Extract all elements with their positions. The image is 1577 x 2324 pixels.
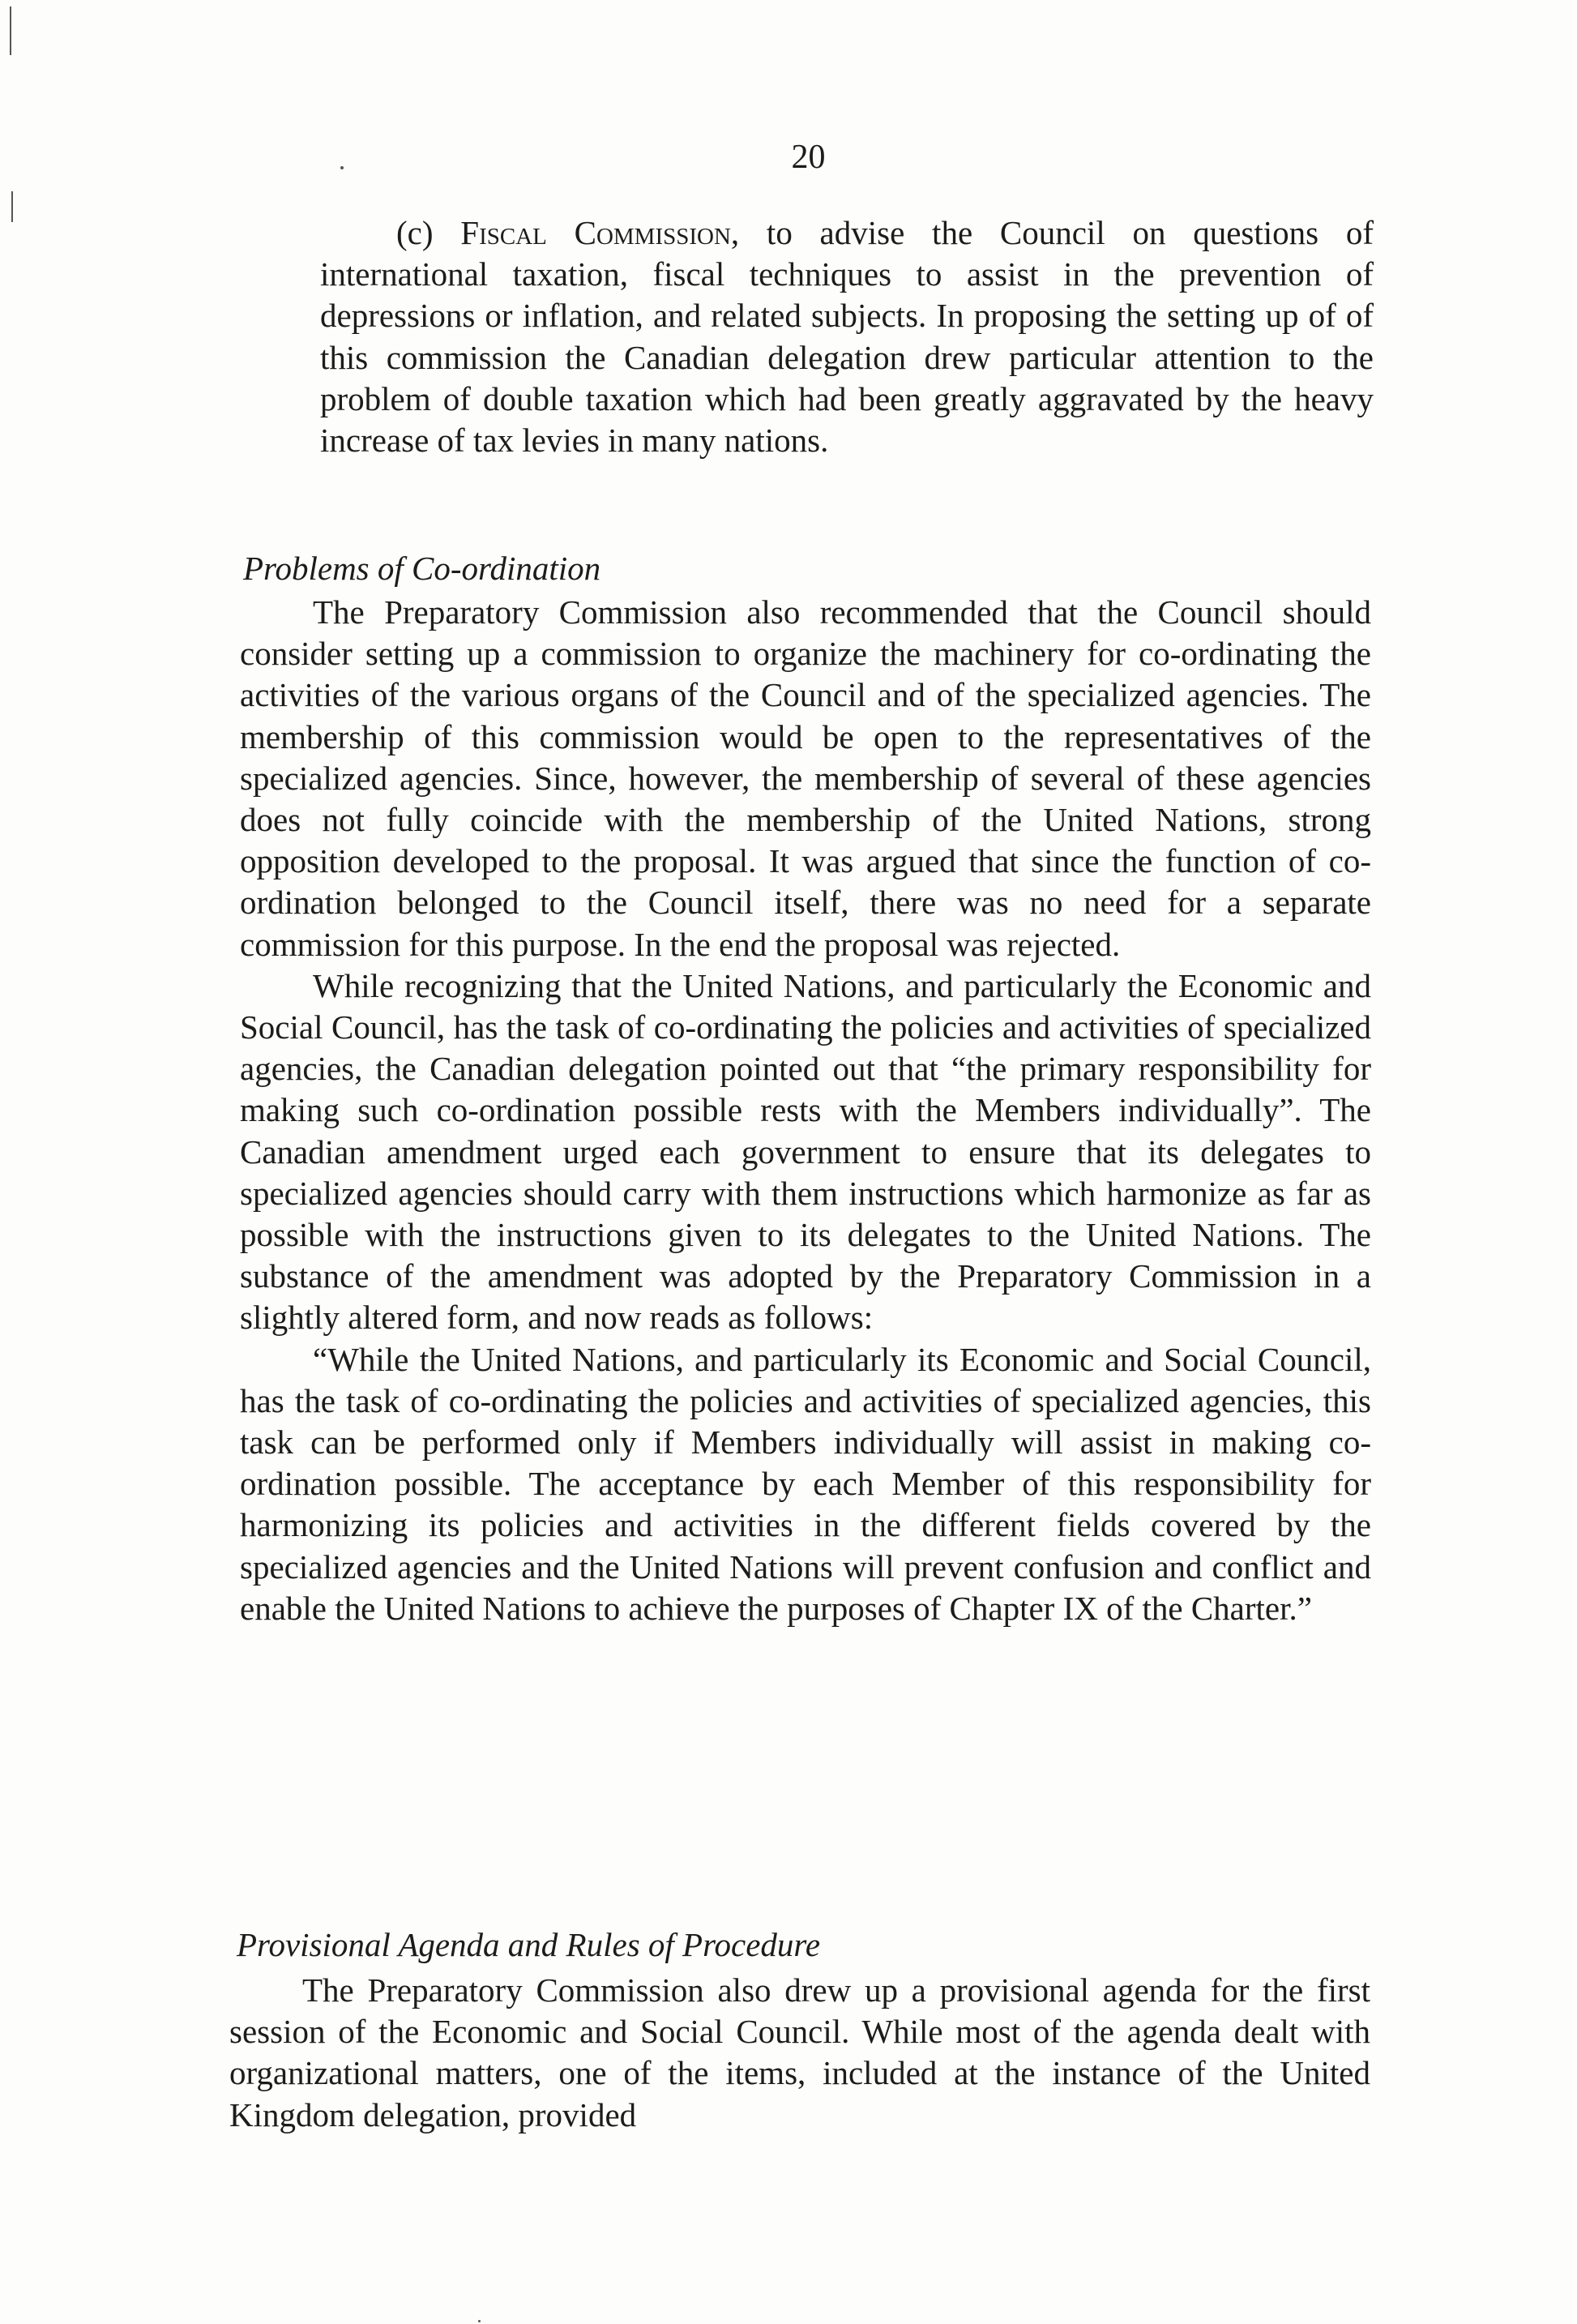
scan-artifact xyxy=(10,6,11,55)
section-heading-agenda: Provisional Agenda and Rules of Procedure xyxy=(237,1926,821,1963)
scan-artifact xyxy=(11,191,13,222)
fiscal-commission-body: to advise the Council on questions of international taxation, fiscal techniques to assist in the prevention of depressions or inflation, and related subjects. In proposing the setting up of of this commission the Canadian delegation drew particular attention to the problem of double taxation which had been greatly aggravated by the heavy increase of tax levies in many nations. xyxy=(320,214,1374,460)
commission-name: Fiscal Commission, xyxy=(460,214,740,251)
body-paragraph: While recognizing that the United Nations, and particularly the Economic and Social Council, has the task of co-ordinating the policies and activities of specialized agencies, the Canadian delegation pointed out that “the primary responsibility for making such co-ordination possible rests with the Members individually”. The Canadian amendment urged each government to ensure that its delegates to specialized agencies should carry with them instructions which harmonize as far as possible with the instructions given to its delegates to the United Nations. The substance of the amendment was adopted by the Preparatory Commission in a slightly altered form, and now reads as follows: xyxy=(240,966,1371,1337)
fiscal-commission-text xyxy=(320,212,1374,461)
page-number: 20 xyxy=(791,139,826,176)
scan-artifact xyxy=(478,2320,481,2322)
item-label: (c) xyxy=(396,214,434,251)
agenda-section-body xyxy=(229,1970,1370,2136)
body-paragraph: The Preparatory Commission also drew up a provisional agenda for the first session of the Economic and Social Council. While most of the agenda dealt with organizational matters, one of the items, included at the instance of the United Kingdom delegation, provided xyxy=(229,1971,1370,2134)
body-paragraph: The Preparatory Commission also recommended that the Council should consider setting up a commission to organize the machinery for co-ordinating the activities of the various organs of the Council and of the specialized agencies. The membership of this commission would be open to the representatives of the specialized agencies. Since, however, the membership of several of these agencies does not fully coincide with the membership of the United Nations, strong opposition developed to the proposal. It was argued that since the function of co-ordination belonged to the Council itself, there was no need for a separate commission for this purpose. In the end the proposal was rejected. xyxy=(240,593,1371,963)
fiscal-commission-paragraph xyxy=(320,212,1374,461)
quotation-paragraph: “While the United Nations, and particularly its Economic and Social Council, has the task of co-ordinating the policies and activities of specialized agencies, this task can be performed only if Members individually will assist in making co-ordination possible. The acceptance by each Member of this responsibility for harmonizing its policies and activities in the different fields covered by the specialized agencies and the United Nations will prevent confusion and conflict and enable the United Nations to achieve the purposes of Chapter IX of the Charter.” xyxy=(240,1340,1371,1627)
scan-artifact xyxy=(340,166,344,169)
section-heading-coordination: Problems of Co-ordination xyxy=(243,550,601,587)
coordination-section-body xyxy=(240,592,1371,1629)
